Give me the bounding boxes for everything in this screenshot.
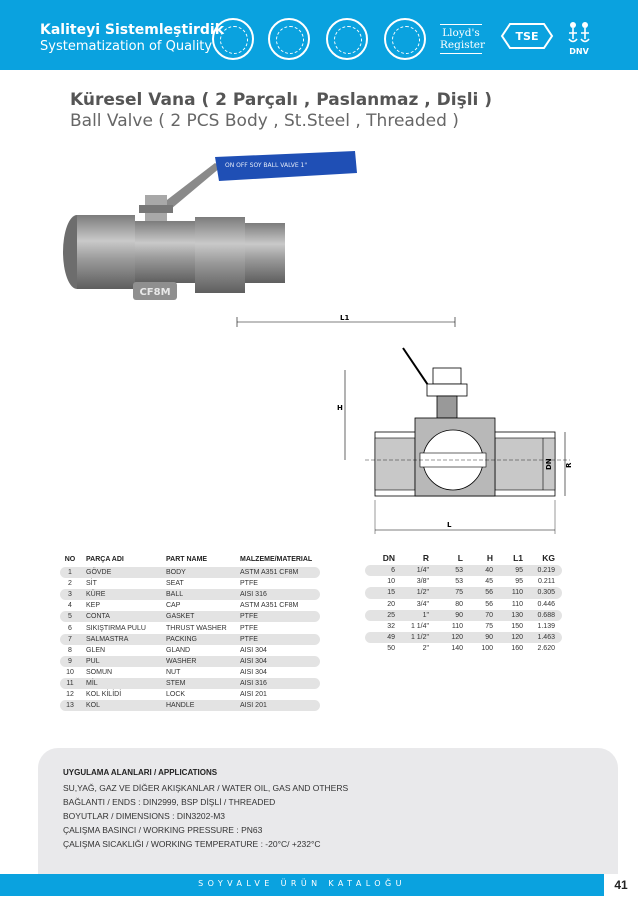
- table-row: 10 3/8" 53 45 95 0.211: [387, 578, 555, 586]
- table-row: 9 PUL WASHER AISI 304: [60, 656, 320, 667]
- svg-text:L: L: [447, 521, 452, 529]
- table-row: 2 SİT SEAT PTFE: [68, 580, 258, 588]
- svg-text:R: R: [565, 462, 573, 468]
- svg-text:L1: L1: [340, 314, 350, 322]
- svg-text:DN: DN: [545, 458, 553, 470]
- applications-heading: UYGULAMA ALANLARI / APPLICATIONS: [63, 768, 218, 777]
- technical-drawing: [225, 310, 580, 535]
- table-row: 5 CONTA GASKET PTFE: [60, 611, 320, 622]
- brand-line-tr: Kaliteyi Sistemleştirdik: [40, 22, 225, 38]
- table-row: 3 KÜRE BALL AISI 316: [60, 589, 320, 600]
- svg-text:H: H: [337, 404, 343, 412]
- table-row: 7 SALMASTRA PACKING PTFE: [60, 634, 320, 645]
- product-title-tr: Küresel Vana ( 2 Parçalı , Paslanmaz , Dişli ): [70, 90, 493, 110]
- dimensions-table-header: DN R L H L1 KG: [382, 553, 555, 563]
- svg-text:DNV: DNV: [569, 47, 589, 56]
- table-row: 6 1/4" 53 40 95 0.219: [365, 565, 562, 576]
- table-row: 12 KOL KİLİDİ LOCK AISI 201: [66, 691, 267, 699]
- header-bar: [0, 0, 638, 70]
- brand-line-en: Systematization of Quality: [40, 39, 213, 54]
- application-line: SU,YAĞ, GAZ VE DİĞER AKIŞKANLAR / WATER OIL, GAS AND OTHERS: [63, 783, 349, 793]
- catalog-title: SOYVALVE ÜRÜN KATALOĞU: [198, 879, 406, 888]
- table-row: 8 GLEN GLAND AISI 304: [68, 646, 267, 654]
- svg-text:ON OFF SOY BALL VALVE 1": ON OFF SOY BALL VALVE 1": [225, 162, 308, 169]
- table-row: 6 SIKIŞTIRMA PULU THRUST WASHER PTFE: [68, 624, 258, 632]
- application-line: ÇALIŞMA BASINCI / WORKING PRESSURE : PN63: [63, 825, 263, 835]
- lloyds-register-logo: Lloyd's Register: [440, 22, 482, 54]
- parts-table: [60, 551, 320, 711]
- ball-valve-photo: [55, 145, 375, 310]
- brand-slogan: [40, 22, 224, 55]
- table-row: 25 1" 90 70 130 0.688: [365, 610, 562, 621]
- application-line: BAĞLANTI / ENDS : DIN2999, BSP DİŞLİ / THREADED: [63, 797, 276, 807]
- tse-logo: [500, 20, 554, 52]
- svg-text:CF8M: CF8M: [139, 287, 171, 298]
- iso-certificate-seal-icon: [268, 18, 310, 60]
- table-row: 11 MİL STEM AISI 316: [60, 678, 320, 689]
- dimensions-table: [365, 551, 562, 655]
- dnv-logo: [566, 19, 592, 57]
- application-line: BOYUTLAR / DIMENSIONS : DIN3202-M3: [63, 811, 226, 821]
- page-number: 41: [604, 874, 638, 896]
- table-row: 10 SOMUN NUT AISI 304: [66, 668, 267, 676]
- table-row: 4 KEP CAP ASTM A351 CF8M: [68, 602, 299, 610]
- table-row: 20 3/4" 80 56 110 0.446: [387, 600, 555, 608]
- footer: [0, 870, 638, 902]
- product-title-en: Ball Valve ( 2 PCS Body , St.Steel , Threaded ): [70, 111, 459, 131]
- applications-panel: [38, 748, 618, 878]
- quality-star-seal-icon: [384, 18, 426, 60]
- turk-loydu-seal-icon: [326, 18, 368, 60]
- table-row: 13 KOL HANDLE AISI 201: [60, 700, 320, 711]
- table-row: 1 GÖVDE BODY ASTM A351 CF8M: [60, 567, 320, 578]
- table-row: 49 1 1/2" 120 90 120 1.463: [365, 632, 562, 643]
- parts-table-header: NO PARÇA ADI PART NAME MALZEME/MATERIAL: [64, 555, 313, 563]
- bureau-veritas-seal-icon: [212, 18, 254, 60]
- table-row: 32 1 1/4" 110 75 150 1.139: [387, 623, 555, 631]
- application-line: ÇALIŞMA SICAKLIĞI / WORKING TEMPERATURE : -20°C/ +232°C: [63, 839, 321, 849]
- table-row: 50 2" 140 100 160 2.620: [387, 645, 555, 653]
- svg-text:TSE: TSE: [515, 30, 539, 43]
- table-row: 15 1/2" 75 56 110 0.305: [365, 587, 562, 598]
